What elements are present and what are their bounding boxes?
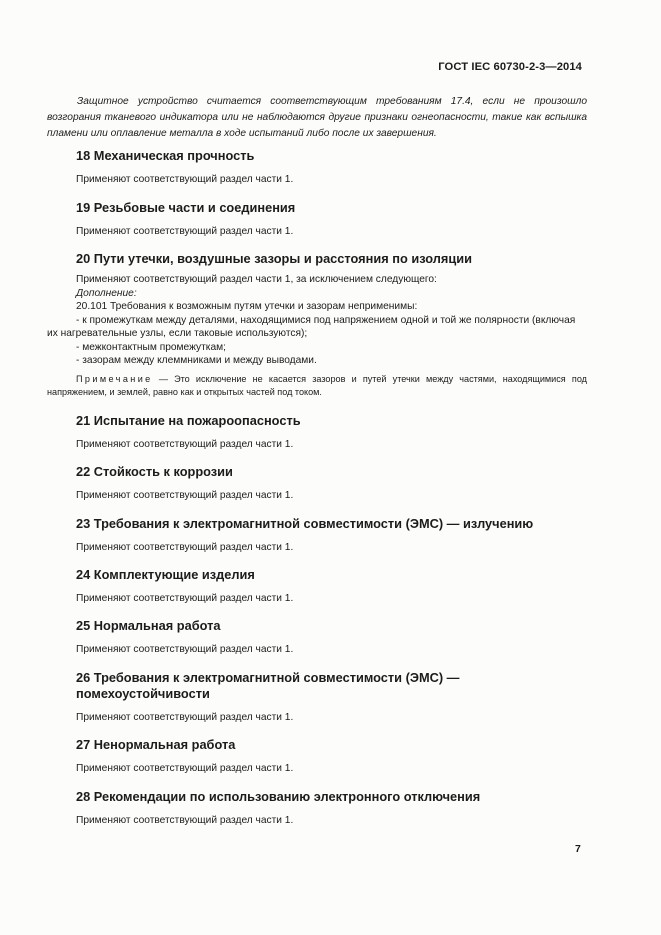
- section-title: 21 Испытание на пожароопасность: [76, 413, 301, 428]
- section-body: Применяют соответствующий раздел части 1.: [76, 490, 294, 501]
- list-item: - зазорам между клеммниками и между выводами.: [76, 355, 317, 366]
- section-title: 28 Рекомендации по использованию электронного отключения: [76, 789, 481, 804]
- section-body: Применяют соответствующий раздел части 1.: [76, 439, 294, 450]
- list-item: - к промежуткам между деталями, находящимися под напряжением одной и той же полярности (включая их нагревательные узлы, если таковые используются);: [47, 314, 576, 339]
- intro-paragraph: [47, 94, 587, 142]
- section-body: Применяют соответствующий раздел части 1, за исключением следующего:: [76, 274, 437, 285]
- section-body: Применяют соответствующий раздел части 1.: [76, 226, 294, 237]
- section-title: 18 Механическая прочность: [76, 148, 255, 163]
- section-title: 19 Резьбовые части и соединения: [76, 200, 296, 215]
- section-title: 22 Стойкость к коррозии: [76, 464, 233, 479]
- section-22: [47, 464, 587, 503]
- section-body: Применяют соответствующий раздел части 1.: [76, 542, 294, 553]
- section-body: Применяют соответствующий раздел части 1.: [76, 644, 294, 655]
- section-title: 20 Пути утечки, воздушные зазоры и расстояния по изоляции: [76, 251, 472, 266]
- list-item: - межконтактным промежуткам;: [76, 341, 226, 353]
- section-18: [47, 148, 587, 187]
- section-title: 23 Требования к электромагнитной совместимости (ЭМС) — излучению: [76, 516, 534, 531]
- section-21: [47, 413, 587, 452]
- note: [47, 373, 587, 399]
- addition-label: Дополнение:: [76, 287, 137, 299]
- section-28: [47, 789, 587, 828]
- section-title: 26 Требования к электромагнитной совместимости (ЭМС) — помехоустойчивости: [76, 670, 460, 701]
- section-title: 27 Ненормальная работа: [76, 737, 236, 752]
- section-body: Применяют соответствующий раздел части 1.: [76, 815, 294, 826]
- section-title: 25 Нормальная работа: [76, 618, 221, 633]
- section-19: [47, 200, 587, 239]
- section-27: [47, 737, 587, 776]
- section-26: [47, 670, 587, 725]
- section-24: [47, 567, 587, 606]
- clause-20-101: 20.101 Требования к возможным путям утечки и зазорам неприменимы:: [76, 301, 418, 312]
- section-title: 24 Комплектующие изделия: [76, 567, 255, 582]
- section-25: [47, 618, 587, 657]
- page-number: 7: [575, 843, 581, 855]
- section-body: Применяют соответствующий раздел части 1.: [76, 593, 294, 604]
- document-code: ГОСТ IEC 60730-2-3—2014: [438, 61, 582, 73]
- section-body: Применяют соответствующий раздел части 1.: [76, 712, 294, 723]
- section-23: [47, 516, 587, 555]
- note-label: Примечание: [76, 373, 153, 384]
- note-text: — Это исключение не касается зазоров и путей утечки между частями, находящимися под напряжением, и землей, равно как и открытых частей под током.: [47, 373, 587, 397]
- section-body: Применяют соответствующий раздел части 1.: [76, 174, 294, 185]
- section-body: Применяют соответствующий раздел части 1.: [76, 763, 294, 774]
- section-20: [47, 251, 587, 399]
- intro-text: Защитное устройство считается соответствующим требованиям 17.4, если не произошло возгорания тканевого индикатора или не наблюдаются другие признаки огнеопасности, такие как вспышка пламени или оплавление металла в ходе испытаний либо после их завершения.: [47, 96, 587, 139]
